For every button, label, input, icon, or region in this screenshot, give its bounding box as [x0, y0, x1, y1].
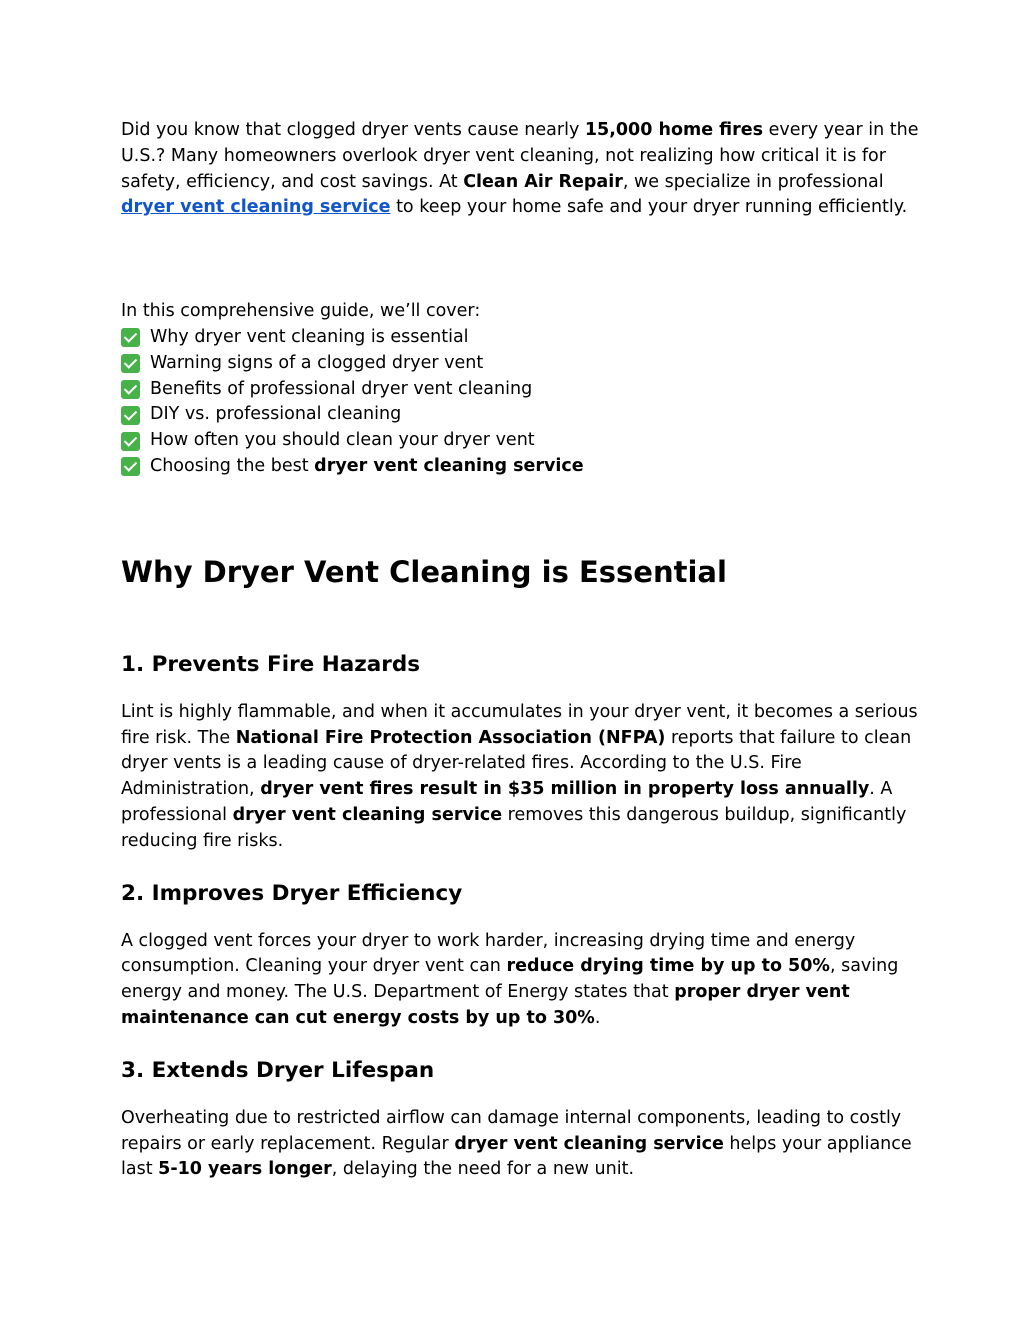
subheading-efficiency: 2. Improves Dryer Efficiency	[121, 880, 463, 906]
lifespan-paragraph	[121, 1106, 921, 1183]
intro-text-2: every year in the U.S.? Many homeowners overlook dryer vent cleaning, not realizing how critical it is for safety, efficiency, and cost savings. At	[121, 120, 919, 192]
intro-bold-company: Clean Air Repair	[463, 171, 623, 192]
check-mark-icon	[121, 380, 140, 399]
bold-run: 5-10 years longer	[158, 1159, 332, 1180]
service-link[interactable]: dryer vent cleaning service	[121, 197, 391, 218]
list-item	[121, 325, 921, 351]
list-item	[121, 351, 921, 377]
check-mark-icon	[121, 457, 140, 476]
list-item-label: Benefits of professional dryer vent cleaning	[150, 378, 533, 399]
intro-text-4: to keep your home safe and your dryer running efficiently.	[390, 197, 908, 218]
efficiency-paragraph	[121, 929, 921, 1032]
intro-text-3: , we specialize in professional	[622, 171, 884, 192]
bold-run: National Fire Protection Association (NFPA)	[235, 727, 666, 748]
bold-run: reduce drying time by up to 50%	[506, 956, 830, 977]
list-item-bold: dryer vent cleaning service	[314, 455, 584, 476]
text-run: Lint is highly flammable, and when it accumulates in your dryer vent, it becomes a serious fire risk. The	[121, 701, 918, 748]
bold-run: proper dryer vent maintenance can cut energy costs by up to 30%	[121, 982, 850, 1028]
text-run: A clogged vent forces your dryer to work harder, increasing drying time and energy consumption. Cleaning your dryer vent can	[121, 930, 856, 977]
subheading-lifespan: 3. Extends Dryer Lifespan	[121, 1057, 435, 1083]
text-run: , delaying the need for a new unit.	[331, 1159, 635, 1180]
list-item-label: DIY vs. professional cleaning	[150, 404, 402, 425]
intro-bold-fires: 15,000 home fires	[584, 120, 764, 140]
text-run: reports that failure to clean dryer vents is a leading cause of dryer-related fires. According to the U.S. Fire Administration,	[121, 727, 912, 800]
list-item-label: How often you should clean your dryer vent	[150, 430, 535, 451]
section-heading: Why Dryer Vent Cleaning is Essential	[121, 554, 727, 589]
list-item	[121, 377, 921, 403]
guide-lead-text: In this comprehensive guide, we’ll cover:	[121, 301, 481, 322]
bold-run: dryer vent cleaning service	[454, 1133, 724, 1154]
list-item-label: Why dryer vent cleaning is essential	[150, 326, 469, 347]
check-mark-icon	[121, 354, 140, 373]
intro-text-1: Did you know that clogged dryer vents cause nearly	[121, 120, 585, 140]
list-item-label: Warning signs of a clogged dryer vent	[150, 352, 484, 373]
text-run: . A professional	[121, 779, 893, 825]
text-run: removes this dangerous buildup, significantly reducing fire risks.	[121, 804, 907, 851]
guide-checklist	[121, 325, 921, 480]
text-run: helps your appliance last	[121, 1133, 912, 1180]
bold-run: dryer vent cleaning service	[232, 804, 503, 825]
intro-paragraph	[121, 118, 921, 221]
check-mark-icon	[121, 328, 140, 347]
bold-run: dryer vent fires result in $35 million in property loss annually	[260, 779, 870, 800]
list-item	[121, 402, 921, 428]
list-item-label	[150, 454, 584, 480]
check-mark-icon	[121, 406, 140, 425]
list-item-prefix: Choosing the best	[150, 455, 315, 476]
subheading-fire-hazards: 1. Prevents Fire Hazards	[121, 651, 421, 677]
document-page	[121, 118, 921, 1183]
list-item	[121, 454, 921, 480]
fire-hazards-paragraph	[121, 700, 921, 855]
text-run: .	[594, 1007, 601, 1028]
list-item	[121, 428, 921, 454]
text-run: , saving energy and money. The U.S. Department of Energy states that	[121, 956, 899, 1003]
text-run: Overheating due to restricted airflow can damage internal components, leading to costly repairs or early replacement. Regular	[121, 1107, 902, 1154]
check-mark-icon	[121, 432, 140, 451]
